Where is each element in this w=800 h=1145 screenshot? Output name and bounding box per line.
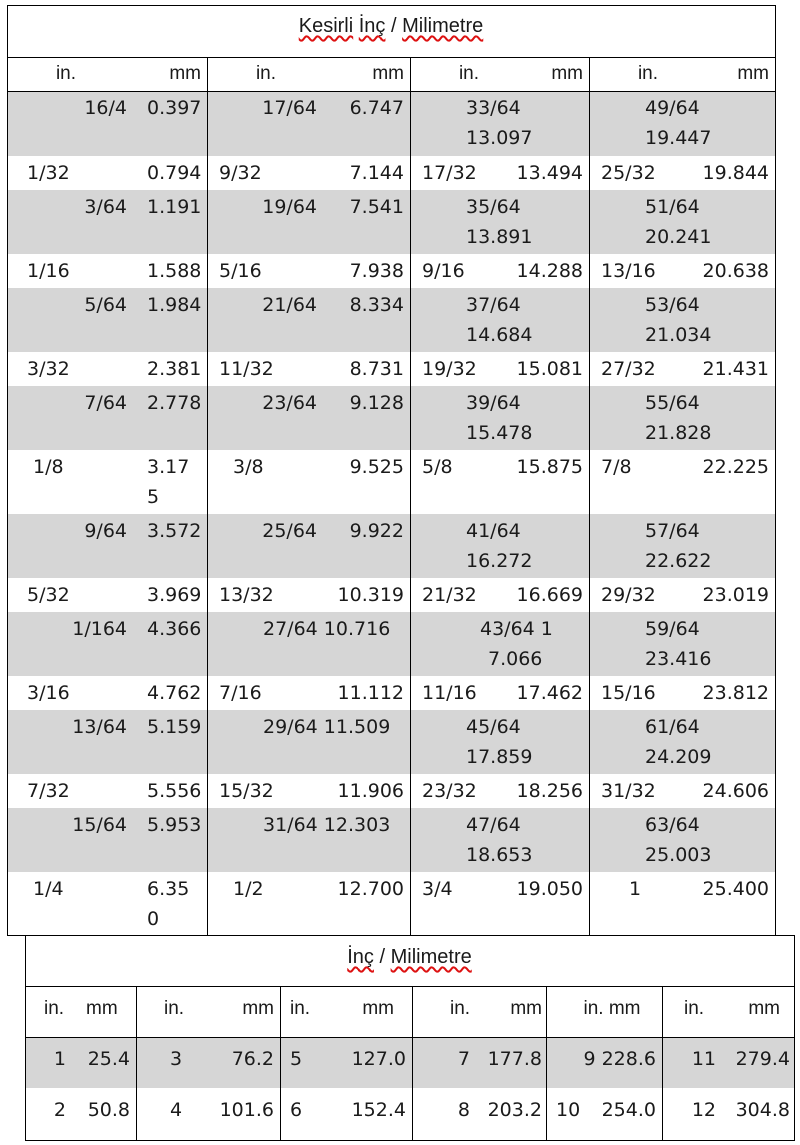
mm-cell: 6.747 (349, 97, 404, 119)
column-divider (207, 57, 208, 935)
column-header-mm: mm (737, 63, 769, 84)
column-header-mm: mm (551, 63, 583, 84)
column-header-mm: mm (362, 998, 394, 1019)
fraction-cell: 37/64 (466, 294, 521, 316)
fraction-cell: 17/64 (262, 97, 317, 119)
column-header-in: in. (637, 63, 659, 84)
mm-cell: 22.225 (702, 456, 769, 478)
fraction-cell: 15/64 (72, 814, 127, 836)
mm-cell: 4.366 (147, 618, 202, 640)
mm-cell: 2.778 (147, 392, 202, 414)
column-header-in: in. (684, 998, 705, 1019)
fraction-cell: 13/32 (219, 584, 274, 606)
fraction-cell: 11/32 (219, 358, 274, 380)
mm-cell: 17.462 (516, 682, 583, 704)
fraction-cell: 55/64 (645, 392, 700, 414)
inch-cell: 12 (691, 1099, 716, 1121)
fraction-cell: 5/8 (422, 456, 453, 478)
fraction-cell: 9/32 (219, 162, 262, 184)
fraction-cell: 53/64 (645, 294, 700, 316)
inch-cell: 7 (457, 1048, 470, 1070)
fraction-cell: 1/32 (27, 162, 70, 184)
fraction-cell: 11/16 (422, 682, 477, 704)
mm-cell: 5.953 (147, 814, 202, 836)
mm-cell: 16.669 (516, 584, 583, 606)
mm-cell: 4.762 (147, 682, 202, 704)
mm-cell: 23.812 (702, 682, 769, 704)
mm-cell: 7.066 (488, 648, 543, 670)
fraction-cell: 23/32 (422, 780, 477, 802)
header-divider (7, 57, 776, 58)
column-header-mm: mm (242, 998, 274, 1019)
column-header-mm: mm (748, 998, 780, 1019)
fraction-cell: 15/16 (601, 682, 656, 704)
header-divider (25, 1037, 795, 1038)
mm-cell: 177.8 (487, 1048, 542, 1070)
column-divider (410, 57, 411, 935)
column-divider (412, 986, 413, 1140)
column-header-in: in. (55, 63, 77, 84)
fraction-cell: 23/64 (262, 392, 317, 414)
fraction-mm-cell: 31/64 12.303 (263, 814, 391, 836)
mm-cell: 25.003 (645, 844, 712, 866)
inch-cell: 6 (290, 1099, 303, 1121)
fraction-cell: 1/4 (33, 878, 64, 900)
column-header-in: in. (458, 63, 480, 84)
mm-cell: 203.2 (487, 1099, 542, 1121)
fraction-cell: 31/32 (601, 780, 656, 802)
table-border-top (25, 935, 795, 936)
column-header-mm: mm (86, 998, 118, 1019)
mm-cell: 5.556 (147, 780, 202, 802)
inch-cell: 11 (691, 1048, 716, 1070)
column-header-in: in. (164, 998, 185, 1019)
mm-cell: 23.019 (702, 584, 769, 606)
fraction-cell: 9/64 (84, 520, 127, 542)
mm-cell: 1.191 (147, 196, 202, 218)
column-header-mm: mm (372, 63, 404, 84)
inch-cell: 5 (290, 1048, 303, 1070)
column-divider (589, 57, 590, 935)
mm-cell: 21.034 (645, 324, 712, 346)
mm-cell: 3.969 (147, 584, 202, 606)
table-border-left (7, 5, 8, 935)
fraction-cell: 25/64 (262, 520, 317, 542)
title-word: Kesirli (298, 15, 354, 37)
title-word: Milimetre (402, 15, 484, 37)
title-word: İnç (347, 946, 374, 968)
mm-cell: 0.794 (147, 162, 202, 184)
mm-cell: 20.241 (645, 226, 712, 248)
fraction-cell: 59/64 (645, 618, 700, 640)
fraction-cell: 13/64 (72, 716, 127, 738)
mm-cell: 20.638 (702, 260, 769, 282)
fraction-cell: 1/2 (233, 878, 264, 900)
table-title (7, 11, 775, 41)
fraction-cell: 51/64 (645, 196, 700, 218)
mm-cell: 152.4 (351, 1099, 406, 1121)
mm-cell: 76.2 (231, 1048, 274, 1070)
mm-cell: 50.8 (87, 1099, 130, 1121)
mm-cell: 2.381 (147, 358, 202, 380)
mm-cell: 127.0 (351, 1048, 406, 1070)
fraction-cell: 21/32 (422, 584, 477, 606)
fraction-cell: 3/32 (27, 358, 70, 380)
inch-cell: 4 (169, 1099, 183, 1121)
title-word: İnç (358, 15, 386, 37)
mm-cell: 14.288 (516, 260, 583, 282)
mm-cell: 11.906 (337, 780, 404, 802)
mm-cell: 11.112 (337, 682, 404, 704)
table-border-right (794, 935, 795, 1140)
mm-cell: 1.984 (147, 294, 202, 316)
header-divider (7, 91, 776, 92)
column-divider (280, 986, 281, 1140)
title-word: Milimetre (390, 946, 472, 968)
mm-cell: 23.416 (645, 648, 712, 670)
fraction-cell: 1/16 (27, 260, 70, 282)
table-border-right (775, 5, 776, 935)
fraction-cell: 35/64 (466, 196, 521, 218)
fraction-cell: 19/64 (262, 196, 317, 218)
mm-cell: 25.400 (702, 878, 769, 900)
fraction-cell: 19/32 (422, 358, 477, 380)
inch-cell: 8 (457, 1099, 470, 1121)
mm-cell: 25.4 (87, 1048, 130, 1070)
mm-cell: 7.144 (349, 162, 404, 184)
inch-cell: 2 (53, 1099, 66, 1121)
mm-cell: 1.588 (147, 260, 202, 282)
fraction-cell: 5/32 (27, 584, 70, 606)
fraction-cell: 17/32 (422, 162, 477, 184)
mm-cell: 3.17 (147, 456, 190, 478)
inch-cell: 3 (169, 1048, 183, 1070)
mm-cell: 304.8 (735, 1099, 790, 1121)
column-divider (546, 986, 547, 1140)
fraction-cell: 27/32 (601, 358, 656, 380)
mm-cell: 13.891 (466, 226, 533, 248)
table-border-top (7, 5, 776, 6)
mm-cell: 12.700 (337, 878, 404, 900)
fraction-cell: 7/32 (27, 780, 70, 802)
fraction-cell: 3/4 (422, 878, 453, 900)
mm-cell: 13.494 (516, 162, 583, 184)
fraction-cell: 13/16 (601, 260, 656, 282)
fraction-cell: 7/8 (601, 456, 632, 478)
table-border-left (25, 935, 26, 1140)
mm-cell: 21.828 (645, 422, 712, 444)
fraction-cell: 61/64 (645, 716, 700, 738)
title-word: / (379, 946, 386, 968)
inch-cell: 1 (53, 1048, 66, 1070)
fraction-cell: 1/8 (33, 456, 64, 478)
fraction-cell: 3/16 (27, 682, 70, 704)
mm-cell: 5.159 (147, 716, 202, 738)
mm-cell: 24.606 (702, 780, 769, 802)
fraction-cell: 9/16 (422, 260, 465, 282)
mm-cell: 9.922 (349, 520, 404, 542)
mm-cell-wrap: 5 (147, 486, 160, 508)
column-divider (136, 986, 137, 1140)
mm-cell: 21.431 (702, 358, 769, 380)
mm-cell: 7.938 (349, 260, 404, 282)
mm-cell: 15.478 (466, 422, 533, 444)
mm-cell: 13.097 (466, 127, 533, 149)
fraction-cell: 1 (629, 878, 642, 900)
table-title (25, 942, 794, 972)
fraction-cell: 63/64 (645, 814, 700, 836)
mm-cell-wrap: 0 (147, 908, 160, 930)
mm-cell: 3.572 (147, 520, 202, 542)
mm-cell: 19.844 (702, 162, 769, 184)
mm-cell: 17.859 (466, 746, 533, 768)
inch-cell: 10 (556, 1099, 581, 1121)
fraction-mm-cell: 29/64 11.509 (263, 716, 391, 738)
fraction-cell: 47/64 (466, 814, 521, 836)
mm-cell: 10.319 (337, 584, 404, 606)
inch-mm-cell: 9 228.6 (583, 1048, 656, 1070)
column-header-in: in. (450, 998, 471, 1019)
fraction-cell: 5/16 (219, 260, 262, 282)
fraction-cell: 43/64 1 (480, 618, 553, 640)
mm-cell: 18.256 (516, 780, 583, 802)
table-border-bottom (25, 1140, 795, 1141)
mm-cell: 6.35 (147, 878, 190, 900)
mm-cell: 14.684 (466, 324, 533, 346)
fraction-cell: 21/64 (262, 294, 317, 316)
fraction-cell: 25/32 (601, 162, 656, 184)
mm-cell: 19.447 (645, 127, 712, 149)
header-divider (25, 986, 795, 987)
column-header-mm: mm (510, 998, 542, 1019)
column-header-in: in. (255, 63, 277, 84)
fraction-cell: 3/8 (233, 456, 264, 478)
fraction-cell: 3/64 (84, 196, 127, 218)
mm-cell: 254.0 (601, 1099, 656, 1121)
mm-cell: 15.081 (516, 358, 583, 380)
mm-cell: 279.4 (735, 1048, 790, 1070)
fraction-cell: 57/64 (645, 520, 700, 542)
column-divider (662, 986, 663, 1140)
mm-cell: 24.209 (645, 746, 712, 768)
fraction-cell: 7/16 (219, 682, 262, 704)
mm-cell: 0.397 (147, 97, 202, 119)
fraction-cell: 33/64 (466, 97, 521, 119)
fraction-cell: 39/64 (466, 392, 521, 414)
mm-cell: 15.875 (516, 456, 583, 478)
fraction-cell: 5/64 (84, 294, 127, 316)
mm-cell: 8.731 (349, 358, 404, 380)
mm-cell: 16.272 (466, 550, 533, 572)
mm-cell: 9.128 (349, 392, 404, 414)
mm-cell: 101.6 (219, 1099, 274, 1121)
fraction-cell: 15/32 (219, 780, 274, 802)
shaded-row-band (25, 1037, 794, 1088)
mm-cell: 8.334 (349, 294, 404, 316)
mm-cell: 7.541 (349, 196, 404, 218)
column-header-in-mm: in. mm (583, 998, 641, 1019)
column-header-in: in. (290, 998, 311, 1019)
fraction-cell: 1/164 (72, 618, 127, 640)
mm-cell: 19.050 (516, 878, 583, 900)
fraction-cell: 45/64 (466, 716, 521, 738)
fraction-mm-cell: 27/64 10.716 (263, 618, 391, 640)
mm-cell: 9.525 (349, 456, 404, 478)
fraction-cell: 7/64 (84, 392, 127, 414)
fraction-cell: 49/64 (645, 97, 700, 119)
mm-cell: 18.653 (466, 844, 533, 866)
fraction-cell: 29/32 (601, 584, 656, 606)
fraction-cell: 16/4 (84, 97, 127, 119)
title-word: / (391, 15, 397, 37)
fraction-cell: 41/64 (466, 520, 521, 542)
column-header-in: in. (44, 998, 65, 1019)
mm-cell: 22.622 (645, 550, 712, 572)
column-header-mm: mm (169, 63, 201, 84)
